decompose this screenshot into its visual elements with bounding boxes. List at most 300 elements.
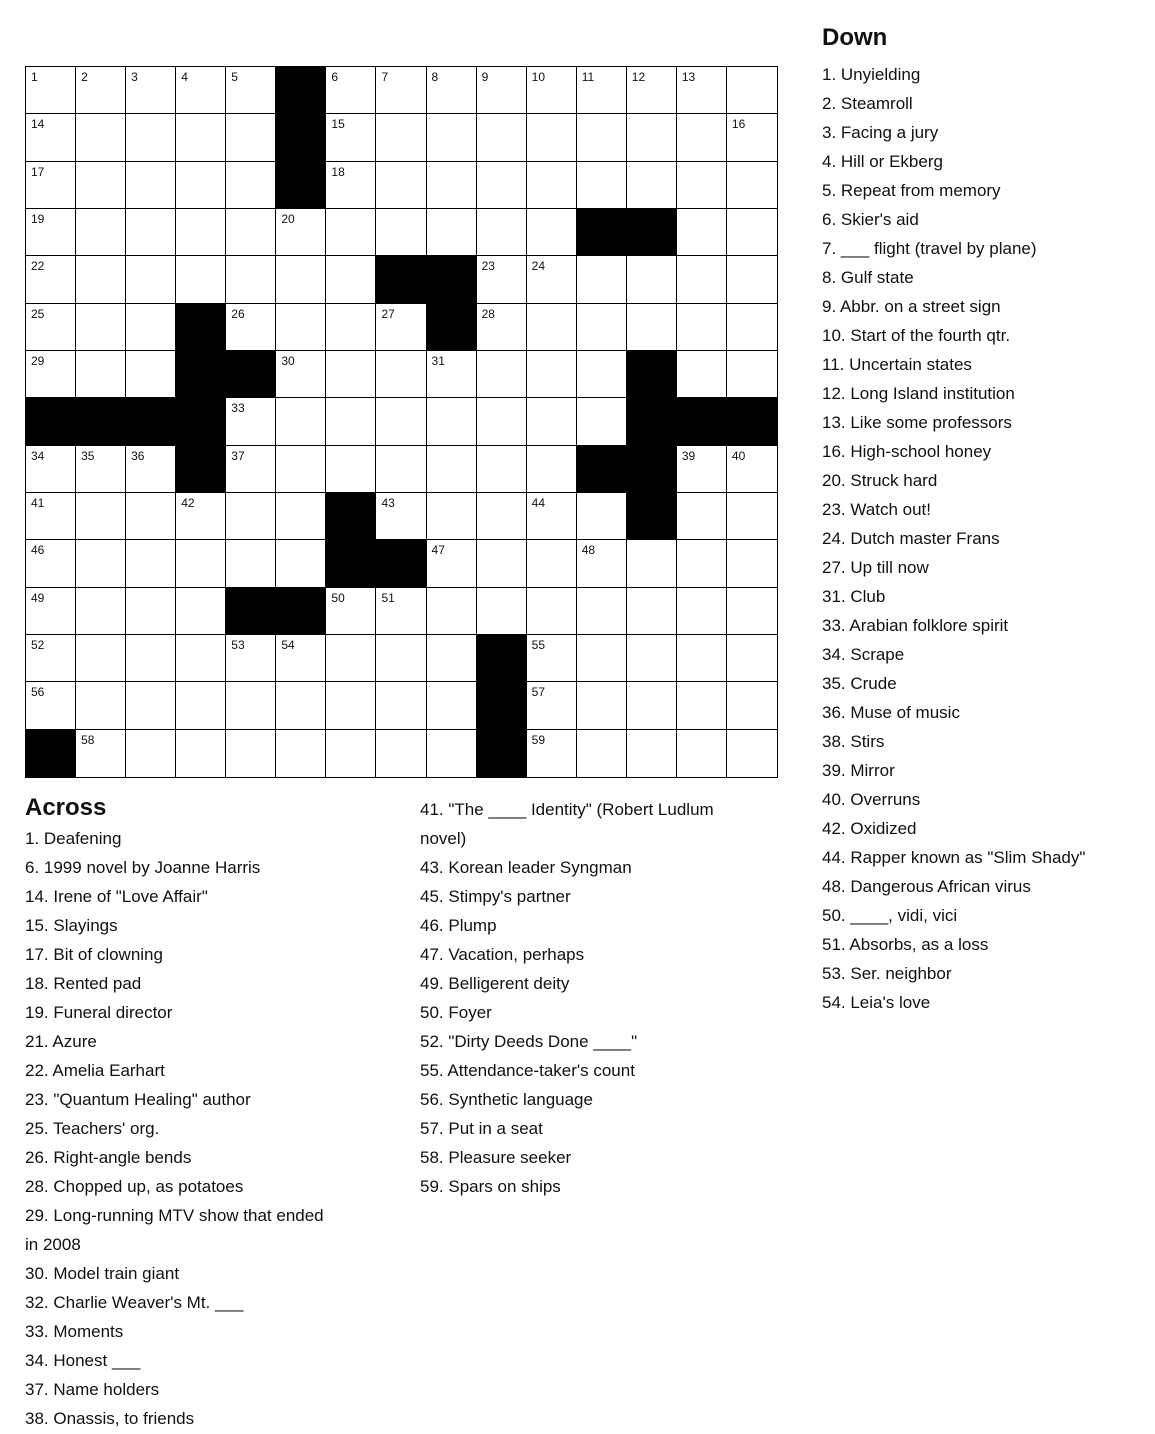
grid-cell[interactable] [26,446,76,493]
grid-cell[interactable] [76,588,126,635]
grid-cell[interactable] [727,162,777,209]
cell-number: 6 [331,70,339,84]
grid-cell[interactable] [477,162,527,209]
grid-cell[interactable] [727,304,777,351]
grid-cell[interactable] [527,67,577,114]
clue-item[interactable]: 38. Stirs [822,732,885,751]
grid-cell[interactable] [677,588,727,635]
grid-cell[interactable] [226,304,276,351]
grid-cell[interactable] [276,398,326,445]
grid-cell[interactable] [577,540,627,587]
clue-item[interactable]: 38. Onassis, to friends [25,1409,195,1428]
grid-cell[interactable] [527,209,577,256]
grid-cell[interactable] [76,162,126,209]
clue-item[interactable]: 35. Crude [822,674,897,693]
clue-item[interactable]: 50. Foyer [420,1003,492,1022]
grid-cell[interactable] [76,446,126,493]
grid-cell[interactable] [276,635,326,682]
grid-cell[interactable] [326,398,376,445]
grid-cell[interactable] [126,540,176,587]
clue-item[interactable]: 47. Vacation, perhaps [420,945,585,964]
grid-cell[interactable] [627,540,677,587]
clue-item[interactable]: 36. Muse of music [822,703,960,722]
grid-cell[interactable] [326,682,376,729]
grid-cell[interactable] [577,730,627,777]
grid-cell[interactable] [176,540,226,587]
cell-number: 15 [331,117,345,132]
grid-cell[interactable] [26,162,76,209]
cell-number: 59 [531,732,546,747]
grid-cell[interactable] [276,493,326,540]
clue-item[interactable]: 13. Like some professors [822,413,1012,432]
grid-cell[interactable] [226,682,276,729]
grid-cell[interactable] [226,398,276,445]
clue-item[interactable]: 12. Long Island institution [822,384,1015,403]
grid-cell[interactable] [727,730,777,777]
grid-cell[interactable] [527,682,577,729]
grid-cell[interactable] [376,588,426,635]
black-square [376,256,426,303]
grid-cell[interactable] [677,209,727,256]
cell-number: 57 [531,685,546,700]
grid-cell[interactable] [126,114,176,161]
clue-item[interactable]: 2. Steamroll [822,94,913,113]
grid-cell[interactable] [326,256,376,303]
grid-cell[interactable] [376,209,426,256]
clue-item[interactable]: 33. Moments [25,1322,124,1341]
grid-cell[interactable] [527,351,577,398]
grid-cell[interactable] [76,493,126,540]
clue-item[interactable]: 57. Put in a seat [420,1119,543,1138]
grid-cell[interactable] [427,398,477,445]
cell-number: 27 [381,306,395,321]
grid-cell[interactable] [477,114,527,161]
grid-cell[interactable] [176,114,226,161]
grid-cell[interactable] [677,446,727,493]
grid-cell[interactable] [226,446,276,493]
clue-item[interactable]: 46. Plump [420,916,497,935]
crossword-grid [25,66,778,778]
grid-cell[interactable] [226,730,276,777]
grid-cell[interactable] [727,682,777,729]
grid-cell[interactable] [276,446,326,493]
grid-cell[interactable] [326,114,376,161]
grid-cell[interactable] [76,114,126,161]
grid-cell[interactable] [76,682,126,729]
grid-cell[interactable] [176,588,226,635]
clue-item[interactable]: 17. Bit of clowning [25,945,163,964]
grid-cell[interactable] [727,256,777,303]
grid-cell[interactable] [427,114,477,161]
clue-item[interactable]: 39. Mirror [822,761,895,780]
grid-cell[interactable] [527,304,577,351]
grid-cell[interactable] [76,351,126,398]
grid-cell[interactable] [427,540,477,587]
down-heading: Down [822,24,888,51]
cell-number: 8 [431,70,439,84]
grid-cell[interactable] [76,304,126,351]
grid-cell[interactable] [427,162,477,209]
clue-item[interactable]: 23. "Quantum Healing" author [25,1090,251,1109]
grid-cell[interactable] [326,635,376,682]
grid-cell[interactable] [26,67,76,114]
black-square [176,304,226,351]
cell-number: 40 [731,448,746,463]
clue-item[interactable]: 15. Slayings [25,916,118,935]
grid-cell[interactable] [26,635,76,682]
grid-cell[interactable] [326,730,376,777]
grid-cell[interactable] [727,351,777,398]
grid-cell[interactable] [126,209,176,256]
grid-cell[interactable] [276,209,326,256]
grid-cell[interactable] [276,304,326,351]
grid-cell[interactable] [427,446,477,493]
clue-item[interactable]: 26. Right-angle bends [25,1148,192,1167]
clue-item[interactable]: 33. Arabian folklore spirit [822,616,1009,635]
clue-item[interactable]: 5. Repeat from memory [822,181,1001,200]
clue-item[interactable]: 20. Struck hard [822,471,938,490]
grid-cell[interactable] [76,730,126,777]
grid-cell[interactable] [226,540,276,587]
cell-number: 11 [581,70,595,84]
grid-cell[interactable] [176,682,226,729]
grid-cell[interactable] [226,493,276,540]
grid-cell[interactable] [727,540,777,587]
clue-item[interactable]: 27. Up till now [822,558,929,577]
grid-cell[interactable] [26,256,76,303]
grid-cell[interactable] [126,304,176,351]
grid-cell[interactable] [577,493,627,540]
grid-cell[interactable] [627,304,677,351]
grid-cell[interactable] [427,351,477,398]
grid-cell[interactable] [427,730,477,777]
grid-cell[interactable] [126,256,176,303]
grid-cell[interactable] [577,682,627,729]
grid-cell[interactable] [577,635,627,682]
grid-cell[interactable] [627,682,677,729]
clue-item[interactable]: 44. Rapper known as "Slim Shady" [822,848,1086,867]
grid-cell[interactable] [727,446,777,493]
clue-item[interactable]: 7. ___ flight (travel by plane) [822,239,1037,258]
cell-number: 54 [281,637,295,652]
grid-cell[interactable] [477,540,527,587]
grid-cell[interactable] [477,493,527,540]
clue-item[interactable]: 49. Belligerent deity [420,974,570,993]
cell-number: 44 [531,495,546,510]
grid-cell[interactable] [326,588,376,635]
grid-cell[interactable] [577,162,627,209]
clue-item[interactable]: 31. Club [822,587,886,606]
grid-cell[interactable] [376,730,426,777]
grid-cell[interactable] [376,682,426,729]
black-square [376,540,426,587]
cell-number: 16 [731,117,746,132]
grid-cell[interactable] [376,493,426,540]
grid-cell[interactable] [527,635,577,682]
grid-cell[interactable] [226,162,276,209]
grid-cell[interactable] [376,635,426,682]
grid-cell[interactable] [26,351,76,398]
grid-cell[interactable] [26,588,76,635]
grid-cell[interactable] [677,67,727,114]
grid-cell[interactable] [126,635,176,682]
clue-item[interactable]: 40. Overruns [822,790,921,809]
clue-item[interactable]: 4. Hill or Ekberg [822,152,943,171]
grid-cell[interactable] [276,351,326,398]
grid-cell[interactable] [326,209,376,256]
grid-cell[interactable] [677,682,727,729]
grid-cell[interactable] [427,67,477,114]
grid-cell[interactable] [577,67,627,114]
grid-cell[interactable] [527,730,577,777]
grid-cell[interactable] [577,114,627,161]
black-square [627,351,677,398]
grid-cell[interactable] [326,67,376,114]
black-square [727,398,777,445]
grid-cell[interactable] [427,635,477,682]
black-square [126,398,176,445]
clue-item[interactable]: 48. Dangerous African virus [822,877,1031,896]
grid-cell[interactable] [226,256,276,303]
grid-cell[interactable] [427,588,477,635]
clue-item[interactable]: 53. Ser. neighbor [822,964,952,983]
clue-item[interactable]: 11. Uncertain states [822,355,972,374]
grid-cell[interactable] [26,114,76,161]
grid-cell[interactable] [427,682,477,729]
grid-cell[interactable] [627,588,677,635]
grid-cell[interactable] [376,114,426,161]
grid-cell[interactable] [577,398,627,445]
grid-cell[interactable] [477,256,527,303]
clue-item[interactable]: 29. Long-running MTV show that ended [25,1206,324,1225]
clue-item[interactable]: 14. Irene of "Love Affair" [25,887,208,906]
grid-cell[interactable] [677,540,727,587]
clue-item[interactable]: 21. Azure [25,1032,97,1051]
grid-cell[interactable] [727,493,777,540]
grid-cell[interactable] [477,588,527,635]
grid-cell[interactable] [26,304,76,351]
grid-cell[interactable] [627,730,677,777]
grid-cell[interactable] [376,304,426,351]
clue-item[interactable]: 19. Funeral director [25,1003,173,1022]
clue-item[interactable]: novel) [420,829,467,848]
grid-cell[interactable] [427,493,477,540]
across-clue-list-column-2 [420,795,790,1201]
grid-cell[interactable] [126,351,176,398]
black-square [677,398,727,445]
grid-cell[interactable] [176,67,226,114]
clue-item[interactable]: 32. Charlie Weaver's Mt. ___ [25,1293,244,1312]
clue-item[interactable]: in 2008 [25,1235,81,1254]
grid-cell[interactable] [477,209,527,256]
grid-cell[interactable] [677,351,727,398]
grid-cell[interactable] [176,162,226,209]
grid-cell[interactable] [627,256,677,303]
clue-item[interactable]: 37. Name holders [25,1380,160,1399]
grid-cell[interactable] [627,114,677,161]
clue-item[interactable]: 34. Scrape [822,645,905,664]
clue-item[interactable]: 23. Watch out! [822,500,931,519]
clue-item[interactable]: 25. Teachers' org. [25,1119,160,1138]
black-square [226,588,276,635]
grid-cell[interactable] [727,114,777,161]
grid-cell[interactable] [126,730,176,777]
grid-cell[interactable] [727,67,777,114]
clue-item[interactable]: 18. Rented pad [25,974,142,993]
grid-cell[interactable] [627,635,677,682]
clue-item[interactable]: 3. Facing a jury [822,123,939,142]
grid-cell[interactable] [26,493,76,540]
clue-item[interactable]: 6. 1999 novel by Joanne Harris [25,858,261,877]
grid-cell[interactable] [627,162,677,209]
grid-cell[interactable] [376,446,426,493]
grid-cell[interactable] [276,540,326,587]
cell-number: 39 [681,448,696,463]
grid-cell[interactable] [677,162,727,209]
grid-cell[interactable] [76,67,126,114]
clue-item[interactable]: 51. Absorbs, as a loss [822,935,989,954]
grid-cell[interactable] [276,730,326,777]
grid-cell[interactable] [326,162,376,209]
grid-cell[interactable] [176,256,226,303]
clue-item[interactable]: 24. Dutch master Frans [822,529,1000,548]
grid-cell[interactable] [527,162,577,209]
cell-number: 47 [431,543,445,558]
grid-cell[interactable] [126,493,176,540]
grid-cell[interactable] [176,493,226,540]
grid-cell[interactable] [577,588,627,635]
grid-cell[interactable] [727,588,777,635]
grid-cell[interactable] [677,256,727,303]
clue-item[interactable]: 50. ____, vidi, vici [822,906,958,925]
grid-cell[interactable] [627,67,677,114]
grid-cell[interactable] [376,398,426,445]
clue-item[interactable]: 30. Model train giant [25,1264,180,1283]
grid-cell[interactable] [527,398,577,445]
clue-item[interactable]: 10. Start of the fourth qtr. [822,326,1011,345]
clue-item[interactable]: 58. Pleasure seeker [420,1148,572,1167]
clue-item[interactable]: 52. "Dirty Deeds Done ____" [420,1032,638,1051]
grid-cell[interactable] [326,304,376,351]
grid-cell[interactable] [477,304,527,351]
clue-item[interactable]: 22. Amelia Earhart [25,1061,165,1080]
clue-item[interactable]: 55. Attendance-taker's count [420,1061,635,1080]
clue-item[interactable]: 1. Unyielding [822,65,921,84]
clue-item[interactable]: 45. Stimpy's partner [420,887,571,906]
grid-cell[interactable] [527,588,577,635]
grid-cell[interactable] [427,209,477,256]
grid-cell[interactable] [176,730,226,777]
cell-number: 3 [131,70,138,84]
clue-item[interactable]: 56. Synthetic language [420,1090,593,1109]
grid-cell[interactable] [677,304,727,351]
clue-item[interactable]: 43. Korean leader Syngman [420,858,632,877]
grid-cell[interactable] [527,114,577,161]
across-clue-list-column-1 [25,824,405,1433]
grid-cell[interactable] [677,730,727,777]
grid-cell[interactable] [527,446,577,493]
grid-cell[interactable] [677,493,727,540]
grid-cell[interactable] [26,540,76,587]
black-square [176,351,226,398]
grid-cell[interactable] [176,209,226,256]
grid-cell[interactable] [76,635,126,682]
grid-cell[interactable] [226,635,276,682]
grid-cell[interactable] [26,209,76,256]
grid-cell[interactable] [477,398,527,445]
cell-number: 51 [381,590,395,605]
grid-cell[interactable] [226,209,276,256]
grid-cell[interactable] [527,493,577,540]
grid-cell[interactable] [376,351,426,398]
cell-number: 33 [231,401,245,416]
grid-cell[interactable] [326,351,376,398]
clue-item[interactable]: 8. Gulf state [822,268,914,287]
grid-cell[interactable] [226,67,276,114]
clue-item[interactable]: 42. Oxidized [822,819,917,838]
grid-cell[interactable] [577,351,627,398]
grid-cell[interactable] [477,67,527,114]
cell-number: 35 [81,448,95,463]
grid-cell[interactable] [376,67,426,114]
clue-item[interactable]: 1. Deafening [25,829,122,848]
grid-cell[interactable] [76,540,126,587]
grid-cell[interactable] [126,588,176,635]
cell-number: 4 [181,70,188,84]
grid-cell[interactable] [577,256,627,303]
clue-item[interactable]: 41. "The ____ Identity" (Robert Ludlum [420,800,714,819]
cell-number: 43 [381,495,395,510]
clue-item[interactable]: 59. Spars on ships [420,1177,561,1196]
grid-cell[interactable] [126,682,176,729]
grid-cell[interactable] [527,540,577,587]
clue-item[interactable]: 6. Skier's aid [822,210,919,229]
clue-item[interactable]: 28. Chopped up, as potatoes [25,1177,244,1196]
grid-cell[interactable] [677,635,727,682]
grid-cell[interactable] [727,635,777,682]
grid-cell[interactable] [76,256,126,303]
grid-cell[interactable] [477,351,527,398]
grid-cell[interactable] [727,209,777,256]
cell-number: 10 [531,70,546,84]
cell-number: 25 [31,306,45,321]
grid-cell[interactable] [176,635,226,682]
grid-cell[interactable] [126,162,176,209]
grid-cell[interactable] [226,114,276,161]
grid-cell[interactable] [376,162,426,209]
grid-cell[interactable] [527,256,577,303]
grid-cell[interactable] [577,304,627,351]
clue-item[interactable]: 34. Honest ___ [25,1351,141,1370]
down-clue-list [822,60,1152,1017]
grid-cell[interactable] [126,67,176,114]
grid-cell[interactable] [477,446,527,493]
black-square [276,588,326,635]
clue-item[interactable]: 16. High-school honey [822,442,992,461]
grid-cell[interactable] [326,446,376,493]
across-heading: Across [25,794,107,821]
grid-cell[interactable] [126,446,176,493]
grid-cell[interactable] [677,114,727,161]
clue-item[interactable]: 54. Leia's love [822,993,931,1012]
grid-cell[interactable] [276,256,326,303]
grid-cell[interactable] [76,209,126,256]
clue-item[interactable]: 9. Abbr. on a street sign [822,297,1001,316]
grid-cell[interactable] [26,682,76,729]
grid-cell[interactable] [276,682,326,729]
cell-number: 5 [231,70,238,84]
cell-number: 46 [31,543,45,558]
